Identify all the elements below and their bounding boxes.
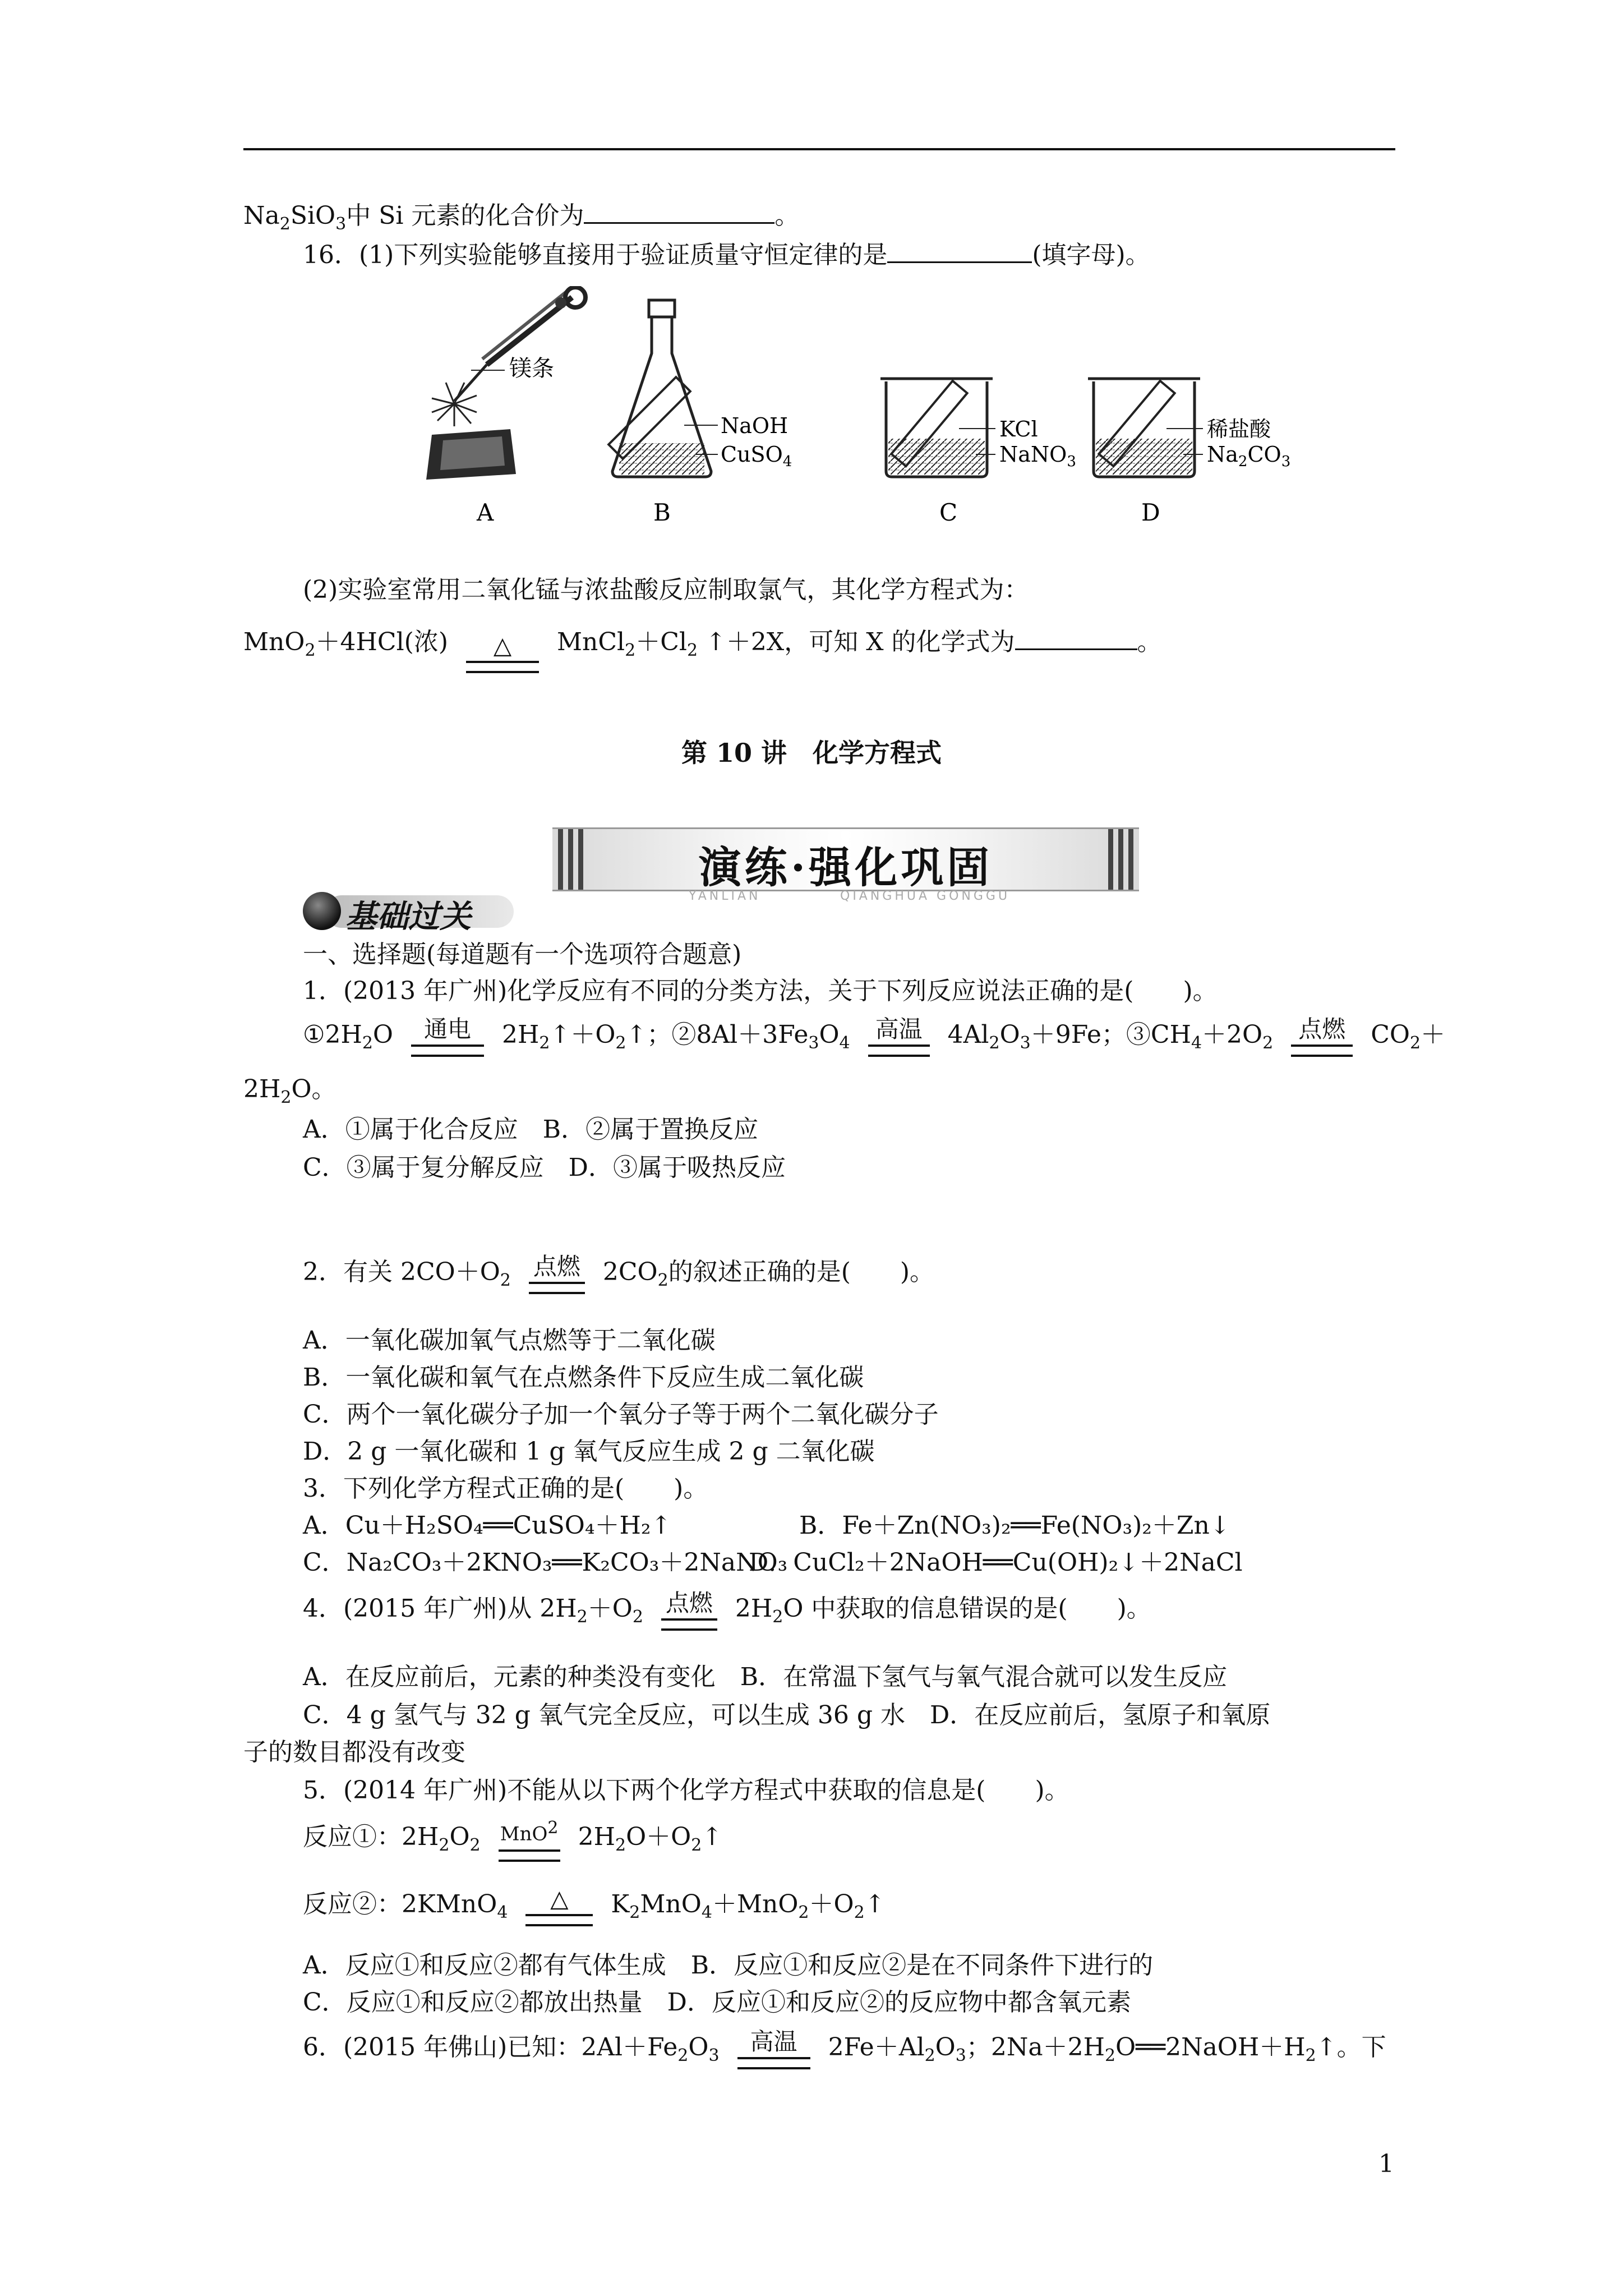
svg-text:Na2CO3: $Na_2CO_3$ bbox=[1207, 442, 1291, 470]
ignite-condition: 点燃 bbox=[1291, 1016, 1353, 1057]
q2-option-b: B．一氧化碳和氧气在点燃条件下反应生成二氧化碳 bbox=[303, 1363, 864, 1392]
q1-options-ab: A．①属于化合反应 B．②属于置换反应 bbox=[303, 1115, 759, 1144]
q1-reactions: $①2H_2O$ 通电 $2H_2↑+O_2↑$；$②8Al+3Fe_3O_4$ 高温 $4Al_2O_3+9Fe$；$③CH_4+2O_2$ 点燃 $CO_2+$ bbox=[303, 1007, 1445, 1071]
label-b: B bbox=[653, 499, 671, 526]
section-heading: 基础过关 bbox=[303, 892, 516, 930]
label-c: C bbox=[939, 499, 958, 526]
svg-text:KCl: KCl bbox=[999, 417, 1038, 441]
heat-condition: △ bbox=[466, 633, 539, 673]
label-d: D bbox=[1141, 499, 1160, 526]
q2-option-c: C．两个一氧化碳分子加一个氧分子等于两个二氧化碳分子 bbox=[303, 1400, 939, 1429]
q3-option-c: C．Na₂CO₃＋2KNO₃══K₂CO₃＋2NaNO₃ bbox=[303, 1548, 788, 1577]
q4-options-cd: C．4 g 氢气与 32 g 氧气完全反应，可以生成 36 g 水 D．在反应前后，氢原子和氧原 bbox=[303, 1701, 1271, 1729]
q16-part1: 16．(1)下列实验能够直接用于验证质量守恒定律的是 (填字母)。 bbox=[303, 237, 1150, 272]
q3-option-d: D．CuCl₂＋2NaOH══Cu(OH)₂↓＋2NaCl bbox=[749, 1548, 1243, 1577]
experiment-figures bbox=[393, 286, 1301, 544]
q16-part2: (2)实验室常用二氧化锰与浓盐酸反应制取氯气，其化学方程式为： bbox=[303, 576, 1029, 604]
banner-title: 演练·强化巩固 bbox=[698, 843, 993, 892]
q3-option-b: B．Fe＋Zn(NO₃)₂══Fe(NO₃)₂＋Zn↓ bbox=[799, 1511, 1230, 1540]
answer-blank[interactable] bbox=[584, 197, 774, 224]
q4-options-ab: A．在反应前后，元素的种类没有变化 B．在常温下氢气与氧气混合就可以发生反应 bbox=[303, 1663, 1228, 1691]
figure-c-beaker bbox=[880, 379, 995, 477]
figure-d-beaker bbox=[1088, 379, 1203, 477]
figure-b-conical-flask bbox=[608, 300, 718, 477]
svg-text:CuSO4: CuSO$_4$ bbox=[721, 442, 792, 470]
q5-reaction-2: 反应②：2KMnO$_4$ △ $K_2MnO_4+MnO_2+O_2↑$ bbox=[303, 1876, 886, 1941]
svg-text:NaOH: NaOH bbox=[721, 413, 789, 438]
ignite-condition: 点燃 bbox=[529, 1254, 585, 1294]
answer-blank[interactable] bbox=[887, 237, 1032, 263]
high-temp-condition: 高温 bbox=[737, 2029, 810, 2069]
answer-blank[interactable] bbox=[1015, 624, 1137, 650]
q16-equation: MnO$_2$＋4HCl(浓) △ $MnCl_2+Cl_2$ ↑＋2X，可知 X 的化学式为 。 bbox=[243, 617, 1162, 676]
q1-options-cd: C．③属于复分解反应 D．③属于吸热反应 bbox=[303, 1153, 786, 1182]
q4-stem: 4．(2015 年广州)从 $2H_2+O_2$ 点燃 $2H_2O$ 中获取的信息错误的是( )。 bbox=[303, 1581, 1151, 1645]
na2sio3-line: $Na_2SiO_3$中 Si 元素的化合价为 。 bbox=[243, 197, 799, 241]
q2-option-d: D．2 g 一氧化碳和 1 g 氧气反应生成 2 g 二氧化碳 bbox=[303, 1437, 875, 1466]
q1-continued: $2H_2O$。 bbox=[243, 1075, 336, 1107]
q4-options-cd-cont: 子的数目都没有改变 bbox=[243, 1738, 465, 1766]
q5-options-cd: C．反应①和反应②都放出热量 D．反应①和反应②的反应物中都含氧元素 bbox=[303, 1988, 1131, 2017]
electrolysis-condition: 通电 bbox=[411, 1016, 484, 1057]
q5-options-ab: A．反应①和反应②都有气体生成 B．反应①和反应②是在不同条件下进行的 bbox=[303, 1951, 1154, 1980]
part-heading: 一、选择题(每道题有一个选项符合题意) bbox=[303, 940, 742, 969]
high-temp-condition: 高温 bbox=[868, 1016, 930, 1057]
svg-text:稀盐酸: 稀盐酸 bbox=[1207, 417, 1271, 441]
q1-stem: 1．(2013 年广州)化学反应有不同的分类方法，关于下列反应说法正确的是( )。 bbox=[303, 977, 1218, 1005]
practice-banner bbox=[552, 827, 1139, 891]
q6-stem: 6．(2015 年佛山)已知：$2Al+Fe_2O_3$ 高温 $2Fe+Al_2O_3$；$2Na+2H_2O══2NaOH+H_2↑$。下 bbox=[303, 2019, 1386, 2084]
header-rule bbox=[243, 148, 1395, 150]
banner-pinyin-1: YANLIAN bbox=[689, 889, 761, 903]
q3-stem: 3．下列化学方程式正确的是( )。 bbox=[303, 1474, 708, 1503]
catalyst-condition: MnO$^2$ bbox=[499, 1815, 560, 1861]
label-a: A bbox=[477, 499, 494, 526]
ignite-condition: 点燃 bbox=[661, 1590, 717, 1631]
q2-option-a: A．一氧化碳加氧气点燃等于二氧化碳 bbox=[303, 1326, 716, 1355]
svg-text:NaNO3: NaNO$_3$ bbox=[999, 442, 1076, 470]
heat-condition: △ bbox=[525, 1886, 593, 1926]
figure-a-burning-magnesium bbox=[426, 287, 585, 480]
q3-option-a: A．Cu＋H₂SO₄══CuSO₄＋H₂↑ bbox=[303, 1511, 672, 1540]
banner-pinyin-2: QIANGHUA GONGGU bbox=[840, 889, 1011, 903]
q2-stem: 2．有关 $2CO+O_2$ 点燃 $2CO_2$的叙述正确的是( )。 bbox=[303, 1244, 934, 1309]
lecture-title: 第 10 讲 化学方程式 bbox=[681, 738, 942, 768]
page-number: 1 bbox=[1378, 2150, 1394, 2178]
q5-stem: 5．(2014 年广州)不能从以下两个化学方程式中获取的信息是( )。 bbox=[303, 1776, 1069, 1805]
q5-reaction-1: 反应①：$2H_2O_2$ MnO$^2$ $2H_2O+O_2↑$ bbox=[303, 1809, 722, 1874]
label-magnesium: 镁条 bbox=[509, 356, 554, 381]
